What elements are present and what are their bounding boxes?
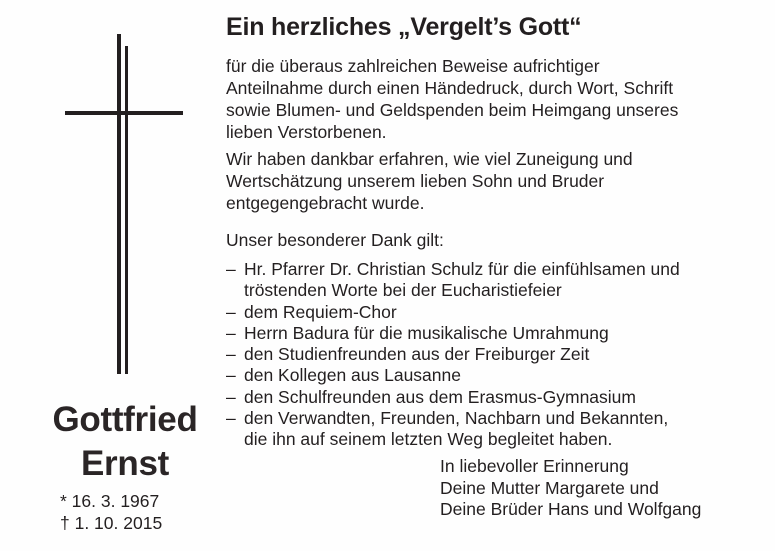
paragraph-line: entgegengebracht wurde. bbox=[226, 193, 425, 213]
dash-bullet: – bbox=[226, 322, 236, 343]
list-item bbox=[226, 302, 746, 323]
list-item bbox=[226, 365, 746, 386]
dash-bullet: – bbox=[226, 259, 236, 279]
list-item-text: den Kollegen aus Lausanne bbox=[244, 365, 461, 386]
paragraph-line: Anteilnahme durch einen Händedruck, durch Wort, Schrift bbox=[226, 78, 674, 98]
closing-signature bbox=[440, 456, 701, 521]
closing-line: In liebevoller Erinnerung bbox=[440, 456, 629, 476]
closing-line: Deine Mutter Margarete und bbox=[440, 477, 659, 498]
dash-bullet: – bbox=[226, 408, 236, 429]
dash-bullet: – bbox=[226, 365, 236, 386]
list-item bbox=[226, 323, 746, 344]
paragraph-line: lieben Verstorbenen. bbox=[226, 122, 387, 142]
birth-date: * 16. 3. 1967 bbox=[60, 491, 160, 511]
paragraph-line: für die überaus zahlreichen Beweise aufrichtiger bbox=[226, 56, 600, 76]
list-item-text: die ihn auf seinem letzten Weg begleitet haben. bbox=[244, 429, 613, 450]
special-thanks-list bbox=[226, 259, 746, 451]
list-item-text: den Studienfreunden aus der Freiburger Zeit bbox=[244, 344, 590, 365]
list-item-text: dem Requiem-Chor bbox=[244, 301, 397, 322]
death-date: † 1. 10. 2015 bbox=[60, 513, 163, 533]
dash-bullet: – bbox=[226, 344, 236, 365]
list-item bbox=[226, 387, 746, 408]
paragraph-line: Wertschätzung unserem lieben Sohn und Bruder bbox=[226, 171, 605, 191]
paragraph-line: sowie Blumen- und Geldspenden beim Heimgang unseres bbox=[226, 100, 679, 120]
list-item-text: Herrn Badura für die musikalische Umrahmung bbox=[244, 322, 609, 343]
deceased-last-name: Ernst bbox=[81, 444, 169, 483]
list-item bbox=[226, 259, 746, 302]
dash-bullet: – bbox=[226, 386, 236, 407]
list-item-text: den Verwandten, Freunden, Nachbarn und Bekannten, bbox=[244, 408, 669, 429]
thanks-paragraph-1 bbox=[226, 55, 678, 143]
thanks-heading: Ein herzliches „Vergelt’s Gott“ bbox=[226, 13, 582, 41]
closing-line: Deine Brüder Hans und Wolfgang bbox=[440, 499, 702, 519]
list-item bbox=[226, 408, 746, 451]
list-item-text: den Schulfreunden aus dem Erasmus-Gymnasium bbox=[244, 386, 636, 407]
life-dates bbox=[60, 490, 220, 534]
special-thanks-intro: Unser besonderer Dank gilt: bbox=[226, 230, 444, 250]
list-item bbox=[226, 344, 746, 365]
deceased-first-name: Gottfried bbox=[52, 400, 198, 439]
thanks-paragraph-2 bbox=[226, 148, 633, 214]
cross-icon bbox=[60, 34, 190, 374]
paragraph-line: Wir haben dankbar erfahren, wie viel Zuneigung und bbox=[226, 149, 633, 169]
list-item-text: tröstenden Worte bei der Eucharistiefeier bbox=[244, 280, 562, 301]
list-item-text: Hr. Pfarrer Dr. Christian Schulz für die einfühlsamen und bbox=[244, 259, 680, 279]
dash-bullet: – bbox=[226, 301, 236, 322]
